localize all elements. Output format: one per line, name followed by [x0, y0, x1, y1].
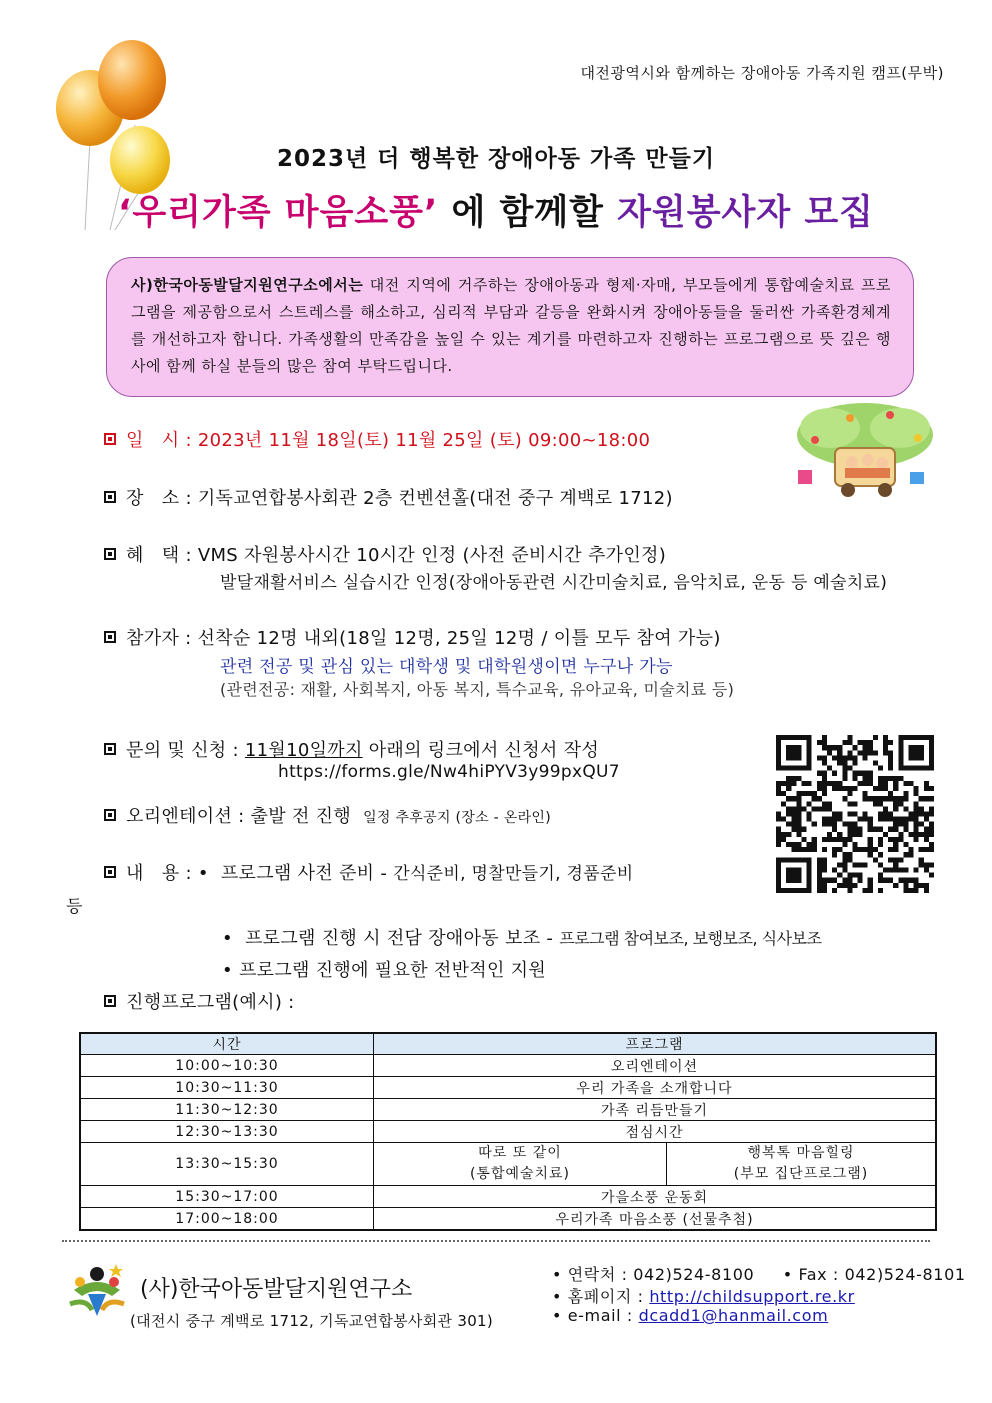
row-time: 17:00~18:00	[80, 1208, 374, 1231]
apply-text: 아래의 링크에서 신청서 작성	[362, 740, 600, 761]
content-item2	[222, 924, 821, 950]
square-bullet-icon	[104, 743, 116, 755]
apply-link[interactable]: https://forms.gle/Nw4hiPYV3y99pxQU7	[278, 762, 620, 782]
content-item2-main: • 프로그램 진행 시 전담 장애아동 보조 -	[222, 928, 560, 949]
content-item1-detail: 간식준비, 명찰만들기, 경품준비	[393, 864, 634, 884]
orientation-label: 오리엔테이션 :	[126, 806, 245, 827]
row-program: 가족 리듬만들기	[374, 1099, 937, 1121]
square-bullet-icon	[104, 995, 116, 1007]
top-tag: 대전광역시와 함께하는 장애아동 가족지원 캠프(무박)	[580, 64, 944, 82]
participant-row	[104, 624, 721, 650]
orientation-value: 출발 전 진행	[250, 806, 352, 827]
program-row	[104, 988, 295, 1014]
orientation-note: 일정 추후공지 (장소 - 온라인)	[363, 810, 552, 826]
place-label: 장 소 :	[126, 488, 192, 509]
apply-label: 문의 및 신청 :	[126, 740, 239, 761]
square-bullet-icon	[104, 491, 116, 503]
table-row	[80, 1077, 936, 1099]
row-program-right	[667, 1143, 937, 1186]
row-time: 13:30~15:30	[80, 1143, 374, 1186]
row-program-left	[374, 1143, 667, 1186]
participant-line2: 관련 전공 및 관심 있는 대학생 및 대학원생이면 누구나 가능	[220, 657, 673, 677]
participant-label: 참가자 :	[126, 628, 192, 649]
program-left-sub: (통합예술치료)	[469, 1166, 571, 1182]
homepage-link[interactable]: http://childsupport.re.kr	[649, 1287, 855, 1306]
place-row	[104, 484, 673, 510]
row-time: 10:30~11:30	[80, 1077, 374, 1099]
table-row	[80, 1099, 936, 1121]
date-value: 2023년 11월 18일(토) 11월 25일 (토) 09:00~18:00	[197, 430, 651, 451]
footer-divider	[62, 1240, 930, 1242]
benefit-row	[104, 541, 666, 567]
benefit-label: 혜 택 :	[126, 545, 192, 566]
place-value: 기독교연합봉사회관 2층 컨벤션홀(대전 중구 계백로 1712)	[197, 488, 673, 509]
content-item2-detail: 프로그램 참여보조, 보행보조, 식사보조	[559, 929, 822, 948]
table-row	[80, 1121, 936, 1143]
row-program: 가을소풍 운동회	[374, 1186, 937, 1208]
program-label: 진행프로그램(예시) :	[126, 992, 295, 1013]
family-tree-illustration	[790, 400, 940, 505]
org-logo	[66, 1260, 128, 1318]
content-label: 내 용 :	[126, 863, 192, 884]
table-row	[80, 1143, 936, 1186]
footer-phone-row	[552, 1262, 966, 1285]
page-title	[0, 185, 992, 235]
intro-box	[106, 257, 914, 397]
date-label: 일 시 :	[126, 430, 192, 451]
date-row	[104, 426, 650, 452]
content-item1-main: • 프로그램 사전 준비 -	[197, 863, 394, 884]
table-row	[80, 1055, 936, 1077]
row-time: 12:30~13:30	[80, 1121, 374, 1143]
table-header-time: 시간	[80, 1033, 374, 1055]
row-program: 우리가족 마음소풍 (선물추첨)	[374, 1208, 937, 1231]
table-header-row	[80, 1033, 936, 1055]
row-program: 점심시간	[374, 1121, 937, 1143]
program-right-sub: (부모 집단프로그램)	[733, 1166, 869, 1182]
footer-org-name: (사)한국아동발달지원연구소	[140, 1277, 413, 1302]
program-right-title: 행복톡 마음힐링	[747, 1145, 855, 1161]
square-bullet-icon	[104, 866, 116, 878]
content-item1-wrap: 등	[66, 897, 83, 917]
participant-line1: 선착순 12명 내외(18일 12명, 25일 12명 / 이틀 모두 참여 가능)	[197, 628, 721, 649]
participant-line3: (관련전공: 재활, 사회복지, 아동 복지, 특수교육, 유아교육, 미술치료 등)	[220, 680, 735, 699]
row-program: 오리엔테이션	[374, 1055, 937, 1077]
footer-address: (대전시 중구 계백로 1712, 기독교연합봉사회관 301)	[130, 1312, 494, 1330]
homepage-label: • 홈페이지 :	[552, 1287, 650, 1306]
row-time: 11:30~12:30	[80, 1099, 374, 1121]
qr-code[interactable]	[776, 735, 934, 893]
content-item3: • 프로그램 진행에 필요한 전반적인 지원	[222, 960, 547, 981]
benefit-line2: 발달재활서비스 실습시간 인정(장애아동관련 시간미술치료, 음악치료, 운동 등 예술치료)	[220, 573, 888, 593]
footer-email-row	[552, 1306, 828, 1325]
title-highlight: ‘우리가족 마음소풍’	[118, 193, 439, 233]
email-link[interactable]: dcadd1@hanmail.com	[638, 1306, 829, 1325]
apply-deadline: 11월10일까지	[244, 740, 363, 761]
program-left-title: 따로 또 같이	[478, 1145, 562, 1161]
square-bullet-icon	[104, 631, 116, 643]
fax-value: 042)524-8101	[844, 1265, 966, 1284]
table-header-program: 프로그램	[374, 1033, 937, 1055]
schedule-table	[79, 1032, 937, 1231]
table-row	[80, 1186, 936, 1208]
row-time: 15:30~17:00	[80, 1186, 374, 1208]
intro-text: 대전 지역에 거주하는 장애아동과 형제·자매, 부모들에게 통합예술치료 프로그램을 제공함으로서 스트레스를 해소하고, 심리적 부담과 갈등을 완화시켜 장애아동들을 둘러싼 가족환경체계를 개선하고자 합니다. 가족생활의 만족감을 높일 수 있는 계기를 마련하고자 진행하는 프로그램으로 뜻 깊은 행사에 함께 하실 분들의 많은 참여 부탁드립니다.	[131, 276, 891, 375]
table-row	[80, 1208, 936, 1231]
title-middle: 에 함께할	[438, 193, 618, 233]
square-bullet-icon	[104, 809, 116, 821]
content-row	[104, 859, 633, 885]
row-time: 10:00~10:30	[80, 1055, 374, 1077]
apply-row	[104, 736, 599, 762]
benefit-line1: VMS 자원봉사시간 10시간 인정 (사전 준비시간 추가인정)	[197, 545, 667, 566]
email-label: • e-mail :	[552, 1306, 639, 1325]
square-bullet-icon	[104, 433, 116, 445]
footer-homepage-row	[552, 1284, 855, 1307]
row-program: 우리 가족을 소개합니다	[374, 1077, 937, 1099]
intro-org: 사)한국아동발달지원연구소에서는	[131, 276, 364, 294]
phone-value: 042)524-8100	[633, 1265, 755, 1284]
orientation-row	[104, 802, 551, 828]
square-bullet-icon	[104, 548, 116, 560]
title-recruit: 자원봉사자 모집	[617, 193, 874, 233]
phone-label: • 연락처 :	[552, 1265, 634, 1284]
fax-label: • Fax :	[782, 1265, 845, 1284]
page-subtitle: 2023년 더 행복한 장애아동 가족 만들기	[276, 146, 716, 172]
